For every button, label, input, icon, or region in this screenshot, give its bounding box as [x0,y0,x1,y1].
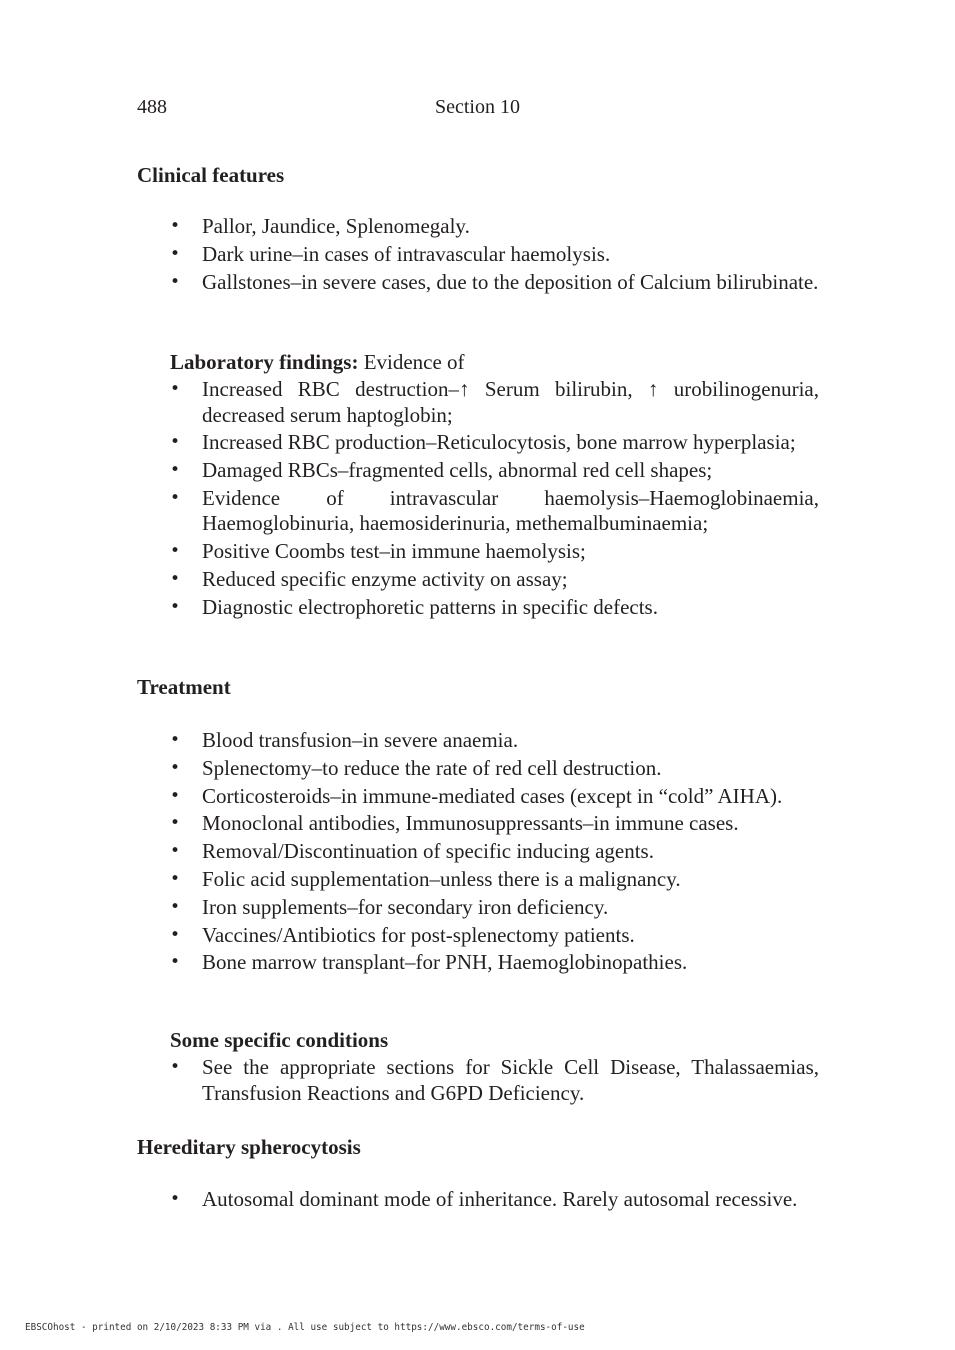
list-item: • See the appropriate sections for Sickle Cell Disease, Thalassaemias, Transfusion Reactions and G6PD Deficiency. [170,1055,819,1106]
list-item: • Increased RBC production–Reticulocytosis, bone marrow hyperplasia; [170,430,819,456]
treatment-list [170,728,819,978]
list-item: • Blood transfusion–in severe anaemia. [170,728,819,754]
hereditary-spherocytosis-heading: Hereditary spherocytosis [137,1135,361,1159]
list-item: • Diagnostic electrophoretic patterns in specific defects. [170,595,819,621]
specific-conditions-heading: Some specific conditions [170,1028,389,1052]
list-item: • Gallstones–in severe cases, due to the deposition of Calcium bilirubinate. [170,270,819,296]
list-item: • Autosomal dominant mode of inheritance. Rarely autosomal recessive. [170,1187,819,1213]
list-item: • Positive Coombs test–in immune haemolysis; [170,539,819,565]
list-item: • Dark urine–in cases of intravascular haemolysis. [170,242,819,268]
list-item: • Removal/Discontinuation of specific inducing agents. [170,839,819,865]
specific-conditions-list [170,1055,819,1108]
list-item: • Splenectomy–to reduce the rate of red cell destruction. [170,756,819,782]
laboratory-findings-heading [170,349,465,375]
page-number: 488 [137,96,167,118]
clinical-features-list [170,214,819,297]
list-item: • Reduced specific enzyme activity on assay; [170,567,819,593]
treatment-heading: Treatment [137,675,231,699]
list-item: • Corticosteroids–in immune-mediated cases (except in “cold” AIHA). [170,784,819,810]
list-item: • Damaged RBCs–fragmented cells, abnormal red cell shapes; [170,458,819,484]
list-item: • Bone marrow transplant–for PNH, Haemoglobinopathies. [170,950,819,976]
list-item: • Folic acid supplementation–unless there is a malignancy. [170,867,819,893]
laboratory-findings-intro: Evidence of [358,350,465,374]
list-item: • Monoclonal antibodies, Immunosuppressants–in immune cases. [170,811,819,837]
laboratory-findings-list [170,377,819,623]
list-item: • Increased RBC destruction–↑ Serum bilirubin, ↑ urobilinogenuria, decreased serum haptoglobin; [170,377,819,428]
hereditary-spherocytosis-list [170,1187,819,1215]
list-item: • Pallor, Jaundice, Splenomegaly. [170,214,819,240]
running-head: Section 10 [435,96,520,118]
list-item: • Iron supplements–for secondary iron deficiency. [170,895,819,921]
clinical-features-heading: Clinical features [137,163,285,187]
print-footer: EBSCOhost - printed on 2/10/2023 8:33 PM via . All use subject to https://www.ebsco.com/terms-of-use [25,1322,585,1333]
laboratory-findings-label: Laboratory findings: [170,350,359,374]
list-item: • Evidence of intravascular haemolysis–Haemoglobinaemia, Haemoglobinuria, haemosiderinuria, methemalbuminaemia; [170,486,819,537]
list-item: • Vaccines/Antibiotics for post-splenectomy patients. [170,923,819,949]
